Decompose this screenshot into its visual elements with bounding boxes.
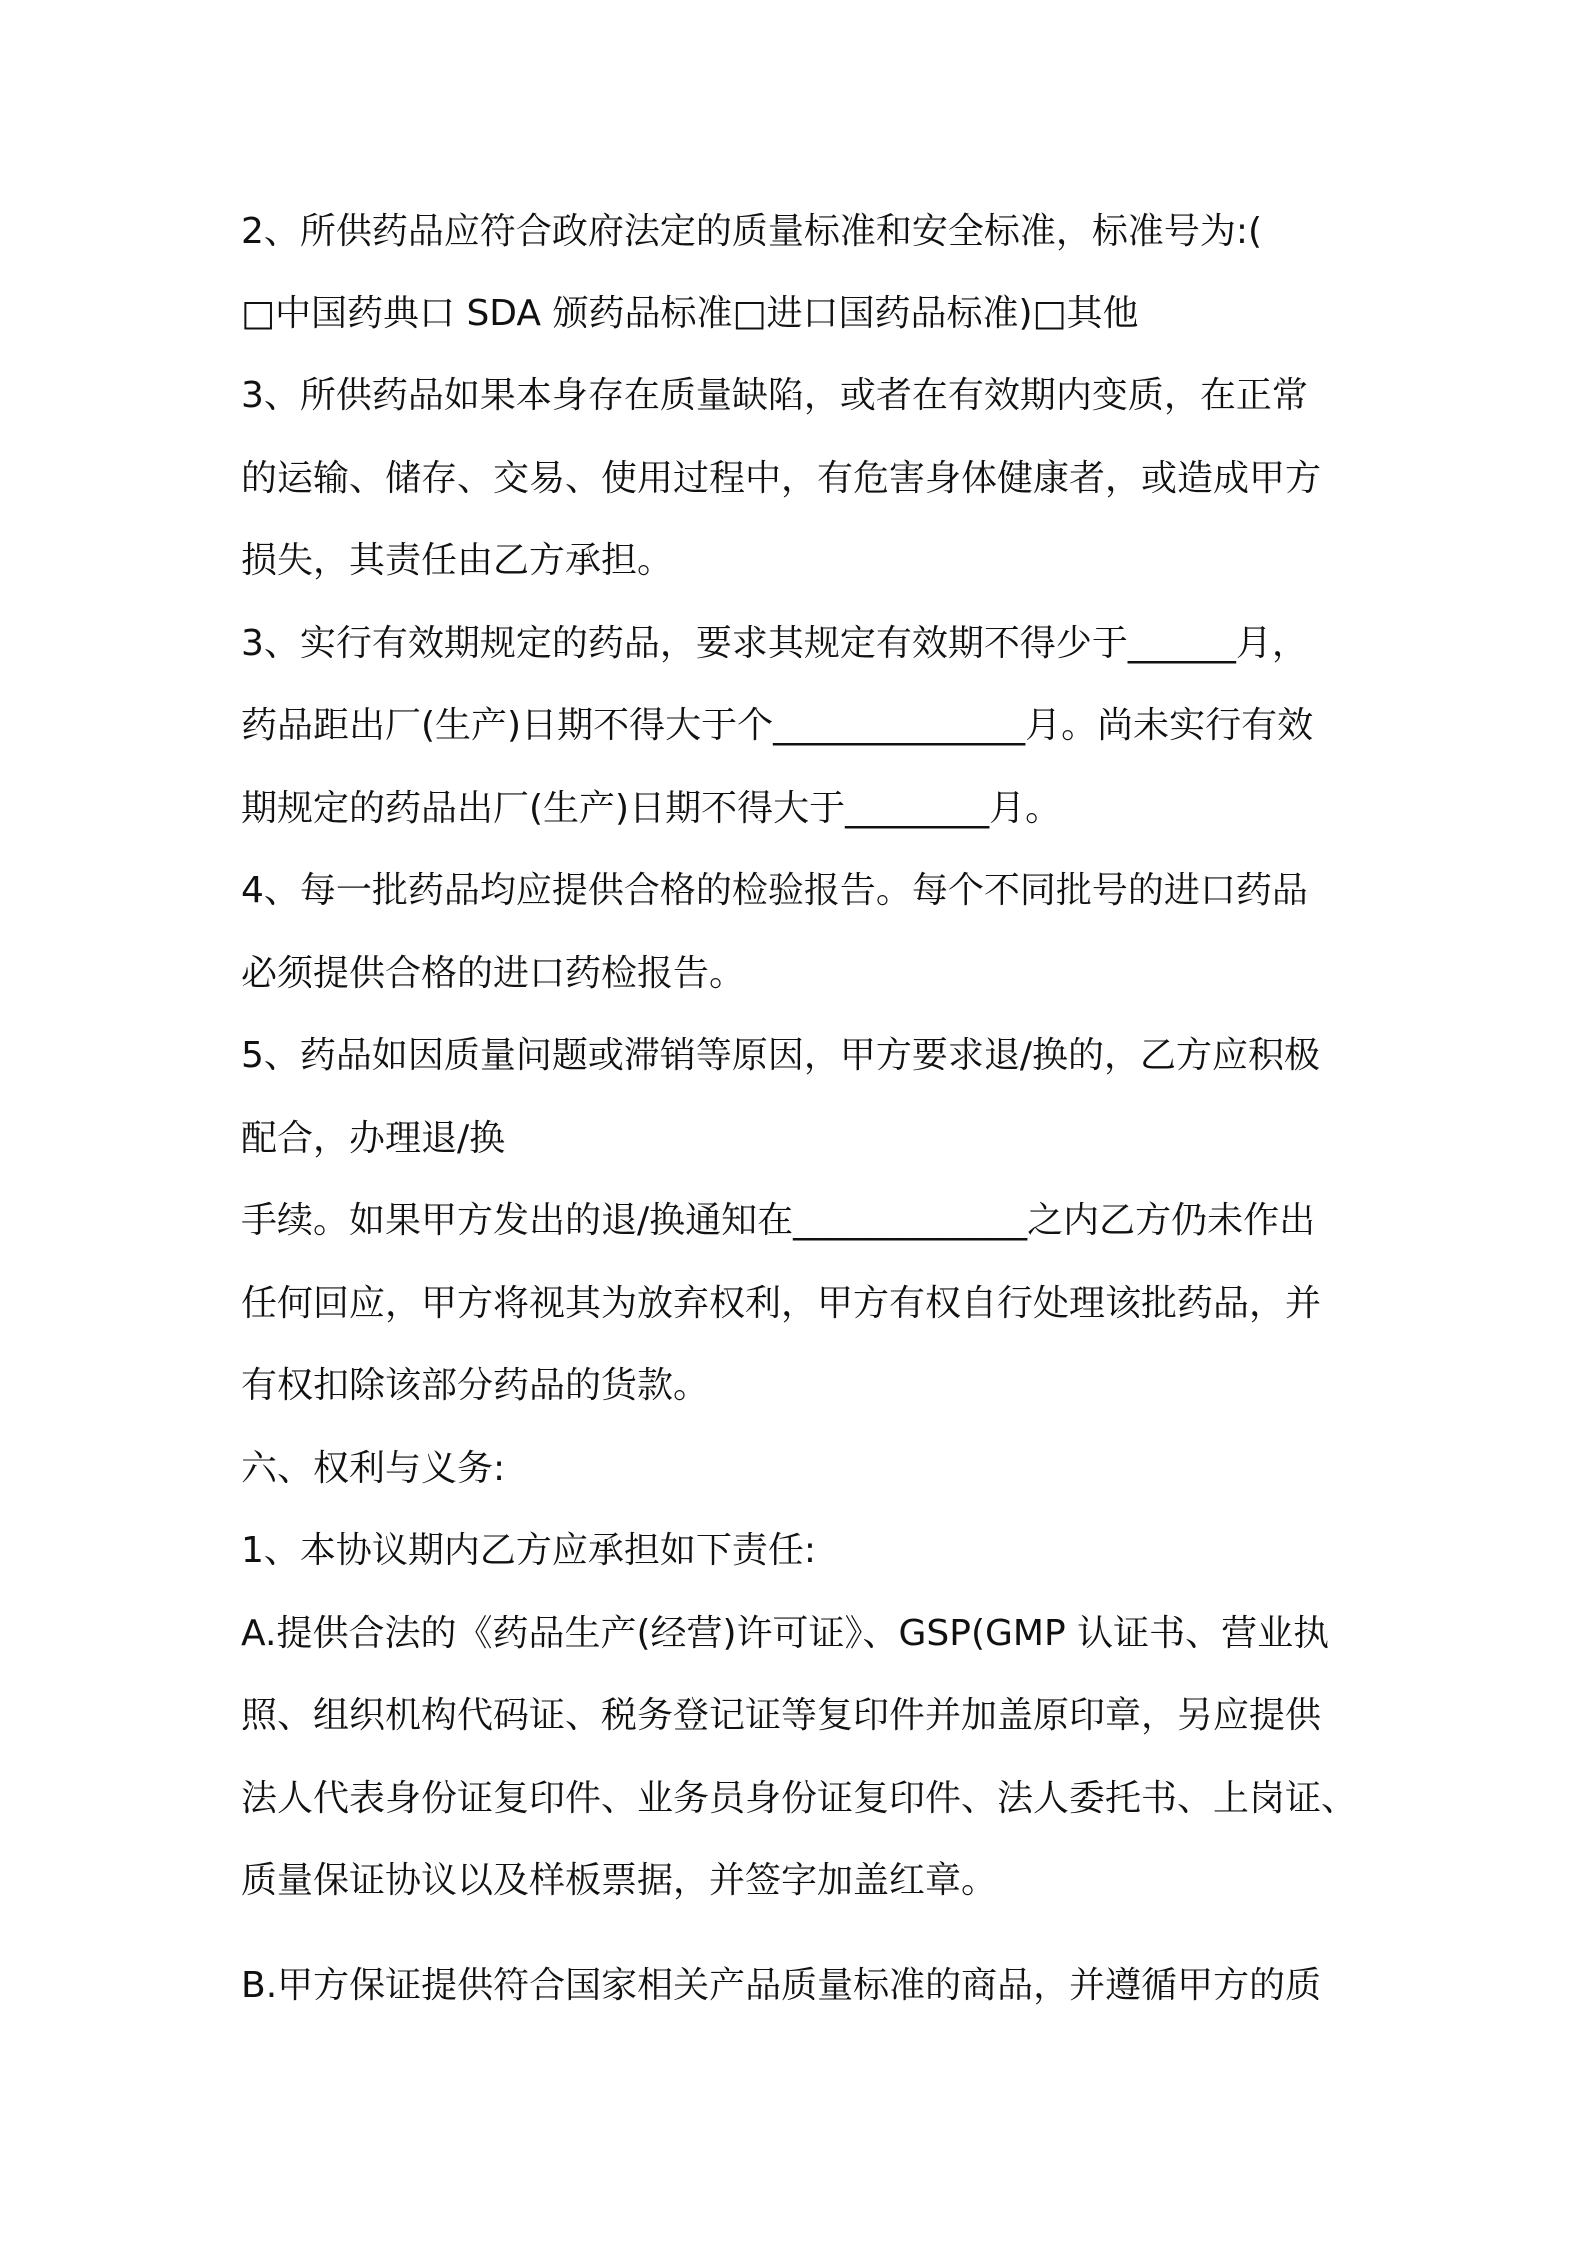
text-line: 期规定的药品出厂(生产)日期不得大于________月。 [241, 788, 1062, 829]
text-line: 质量保证协议以及样板票据，并签字加盖红章。 [241, 1860, 998, 1901]
text-line: 必须提供合格的进口药检报告。 [241, 953, 746, 994]
text-line: 任何回应，甲方将视其为放弃权利，甲方有权自行处理该批药品，并 [241, 1283, 1322, 1324]
text-line: B.甲方保证提供符合国家相关产品质量标准的商品，并遵循甲方的质 [241, 1965, 1322, 2006]
text-line: 1、本协议期内乙方应承担如下责任: [241, 1530, 817, 1571]
text-line: 2、所供药品应符合政府法定的质量标准和安全标准，标准号为:( [241, 211, 1263, 252]
text-line: 有权扣除该部分药品的货款。 [241, 1365, 710, 1406]
text-line: 4、每一批药品均应提供合格的检验报告。每个不同批号的进口药品 [241, 870, 1308, 911]
text-line: 照、组织机构代码证、税务登记证等复印件并加盖原印章，另应提供 [241, 1695, 1322, 1736]
text-line: 5、药品如因质量问题或滞销等原因，甲方要求退/换的，乙方应积极 [241, 1035, 1321, 1076]
text-line: A.提供合法的《药品生产(经营)许可证》、GSP(GMP 认证书、营业执 [241, 1613, 1330, 1654]
text-line: 手续。如果甲方发出的退/换通知在_____________之内乙方仍未作出 [241, 1200, 1316, 1241]
text-line: 3、实行有效期规定的药品，要求其规定有效期不得少于______月， [241, 623, 1308, 664]
text-line: 法人代表身份证复印件、业务员身份证复印件、法人委托书、上岗证、 [241, 1778, 1358, 1819]
text-line: 药品距出厂(生产)日期不得大于个______________月。尚未实行有效 [241, 705, 1314, 746]
text-line: 的运输、储存、交易、使用过程中，有危害身体健康者，或造成甲方 [241, 458, 1322, 499]
text-line: 3、所供药品如果本身存在质量缺陷，或者在有效期内变质，在正常 [241, 375, 1308, 416]
text-line: 配合，办理退/换 [241, 1118, 506, 1159]
text-line: 损失，其责任由乙方承担。 [241, 540, 674, 581]
text-line: □中国药典口 SDA 颁药品标准□进口国药品标准)□其他 [241, 293, 1139, 334]
section-heading: 六、权利与义务: [241, 1448, 506, 1489]
